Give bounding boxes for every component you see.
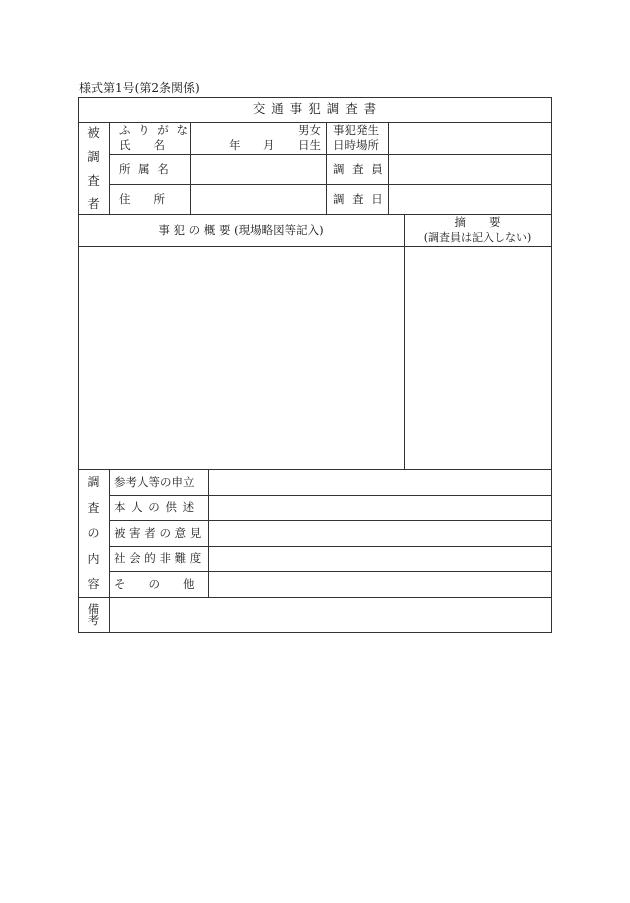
gender-label: 男女 xyxy=(298,123,321,137)
form-number-label: 様式第1号(第2条関係) xyxy=(79,81,200,95)
affiliation-label: 所 属 名 xyxy=(119,162,171,176)
form-title: 交 通 事 犯 調 査 書 xyxy=(252,101,378,116)
contents-row-field[interactable] xyxy=(209,496,551,520)
address-field[interactable] xyxy=(191,185,326,214)
investigation-date-field[interactable] xyxy=(389,185,551,214)
contents-row-field[interactable] xyxy=(209,547,551,571)
contents-row-label: 被 害 者 の 意 見 xyxy=(114,526,202,540)
address-label: 住 所 xyxy=(119,192,165,206)
furigana-label: ふ り が な xyxy=(119,123,190,137)
occurrence-label-line1: 事犯発生 xyxy=(333,123,379,137)
summary-area[interactable] xyxy=(405,247,551,469)
investigation-date-label: 調 査 日 xyxy=(333,192,385,206)
summary-header-note: (調査員は記入しない) xyxy=(423,231,532,244)
birth-day-label: 日生 xyxy=(298,138,321,152)
investigator-label: 調 査 員 xyxy=(333,162,385,176)
occurrence-label-line2: 日時場所 xyxy=(333,138,379,152)
contents-row-label: 参考人等の申立 xyxy=(114,475,195,489)
contents-row-label: 本 人 の 供 述 xyxy=(114,500,196,514)
name-label: 氏 名 xyxy=(119,138,165,152)
birth-year-label: 年 xyxy=(229,138,241,152)
overview-header: 事 犯 の 概 要 (現場略図等記入) xyxy=(158,223,324,237)
name-field[interactable] xyxy=(191,123,326,154)
overview-area[interactable] xyxy=(79,247,404,469)
remarks-label: 備 考 xyxy=(87,601,100,627)
summary-header: 摘 要 xyxy=(454,215,501,229)
affiliation-field[interactable] xyxy=(191,155,326,184)
contents-side-label: 調 査 の 内 容 xyxy=(87,475,100,591)
subject-side-label: 被 調 査 者 xyxy=(87,125,100,212)
birth-month-label: 月 xyxy=(263,138,275,152)
contents-row-field[interactable] xyxy=(209,572,551,597)
contents-row-field[interactable] xyxy=(209,521,551,546)
contents-row-field[interactable] xyxy=(209,470,551,495)
investigator-field[interactable] xyxy=(389,155,551,184)
occurrence-field[interactable] xyxy=(389,123,551,154)
contents-row-label: そ の 他 xyxy=(114,577,195,591)
remarks-field[interactable] xyxy=(110,598,551,632)
contents-row-label: 社 会 的 非 難 度 xyxy=(114,551,202,565)
